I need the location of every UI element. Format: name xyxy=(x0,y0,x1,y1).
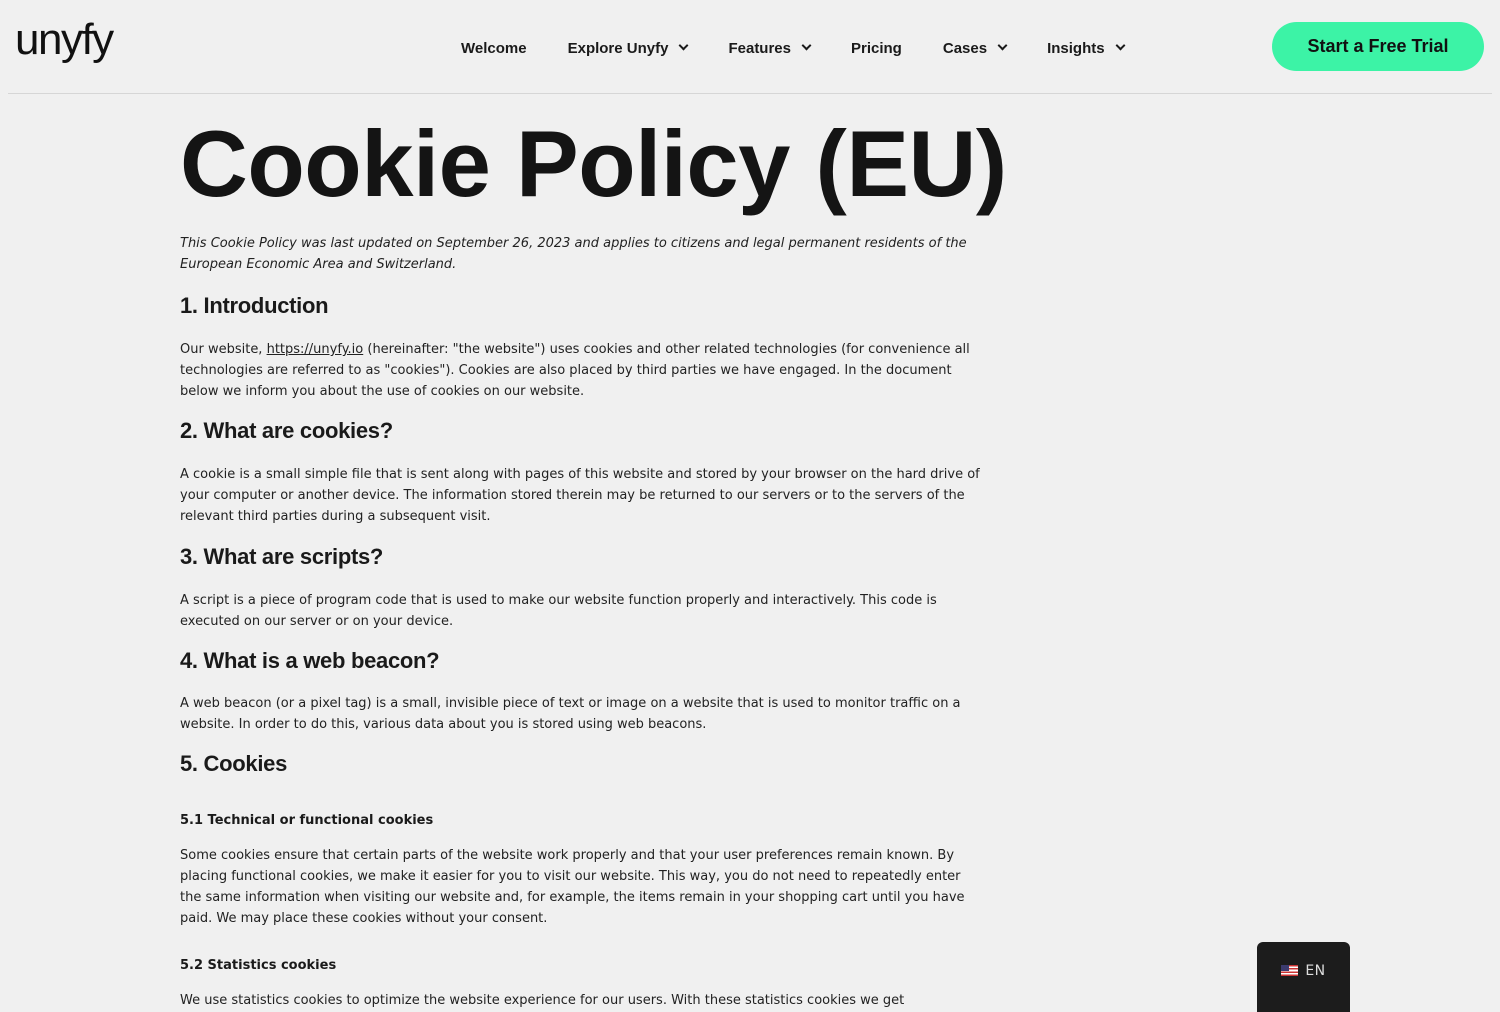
page-title: Cookie Policy (EU) xyxy=(180,111,1007,216)
nav-item-label: Pricing xyxy=(851,39,902,57)
nav-item-label: Welcome xyxy=(461,39,527,57)
subsection-heading-technical-cookies: 5.1 Technical or functional cookies xyxy=(180,813,434,828)
section-heading-what-are-cookies: 2. What are cookies? xyxy=(180,418,393,443)
subsection-heading-statistics-cookies: 5.2 Statistics cookies xyxy=(180,958,337,973)
nav-item-pricing[interactable] xyxy=(851,40,902,57)
nav-item-label: Explore Unyfy xyxy=(567,39,669,57)
website-link[interactable]: https://unyfy.io xyxy=(266,342,364,357)
last-updated-note: This Cookie Policy was last updated on September 26, 2023 and applies to citizens and legal permanent residents of the European Economic Area and Switzerland. xyxy=(180,236,967,272)
nav-item-label: Insights xyxy=(1047,39,1105,57)
section-heading-web-beacon: 4. What is a web beacon? xyxy=(180,648,440,673)
what-are-cookies-paragraph: A cookie is a small simple file that is sent along with pages of this website and stored by your browser on the hard drive of your computer or another device. The information stored therein may be returned to our servers or to the servers of the relevant third parties during a subsequent visit. xyxy=(180,467,980,524)
nav-item-insights[interactable] xyxy=(1047,40,1124,57)
main-nav xyxy=(440,30,1165,66)
nav-item-label: Cases xyxy=(942,39,988,57)
nav-item-welcome[interactable] xyxy=(461,40,527,57)
nav-item-label: Features xyxy=(728,39,791,57)
us-flag-icon xyxy=(1281,965,1298,976)
site-header xyxy=(0,0,1500,94)
nav-item-cases[interactable] xyxy=(943,40,1006,57)
what-are-scripts-paragraph: A script is a piece of program code that is used to make our website function properly and interactively. This code is executed on our server or on your device. xyxy=(180,593,937,629)
policy-content xyxy=(180,111,1007,1011)
statistics-cookies-paragraph: We use statistics cookies to optimize the website experience for our users. With these statistics cookies we get xyxy=(180,993,905,1008)
section-heading-introduction: 1. Introduction xyxy=(180,293,329,318)
nav-item-features[interactable] xyxy=(728,40,810,57)
web-beacon-paragraph: A web beacon (or a pixel tag) is a small, invisible piece of text or image on a website that is used to monitor traffic on a website. In order to do this, various data about you is stored using web beacons. xyxy=(180,696,961,732)
chevron-down-icon xyxy=(802,41,812,51)
intro-text-before-link: Our website, xyxy=(180,342,267,357)
header-divider xyxy=(8,93,1492,94)
unyfy-logo[interactable]: unyfy xyxy=(15,15,113,64)
chevron-down-icon xyxy=(1115,41,1125,51)
technical-cookies-paragraph: Some cookies ensure that certain parts of the website work properly and that your user preferences remain known. By placing functional cookies, we make it easier for you to visit our website. This way, you do not need to repeatedly enter the same information when visiting our website and, for example, the items remain in your shopping cart until you have paid. We may place these cookies without your consent. xyxy=(180,848,965,926)
chevron-down-icon xyxy=(679,41,689,51)
language-label: EN xyxy=(1305,963,1326,979)
section-heading-what-are-scripts: 3. What are scripts? xyxy=(180,544,384,569)
intro-text-after-link: (hereinafter: "the website") uses cookies and other related technologies (for convenience all technologies are referred to as "cookies"). Cookies are also placed by third parties we have engaged. In the document below we inform you about the use of cookies on our website. xyxy=(180,342,970,399)
nav-item-explore-unyfy[interactable] xyxy=(568,40,688,57)
section-heading-cookies: 5. Cookies xyxy=(180,751,288,776)
introduction-paragraph xyxy=(180,339,980,402)
chevron-down-icon xyxy=(998,41,1008,51)
start-free-trial-button[interactable]: Start a Free Trial xyxy=(1272,22,1484,71)
language-switcher[interactable] xyxy=(1257,942,1350,1012)
